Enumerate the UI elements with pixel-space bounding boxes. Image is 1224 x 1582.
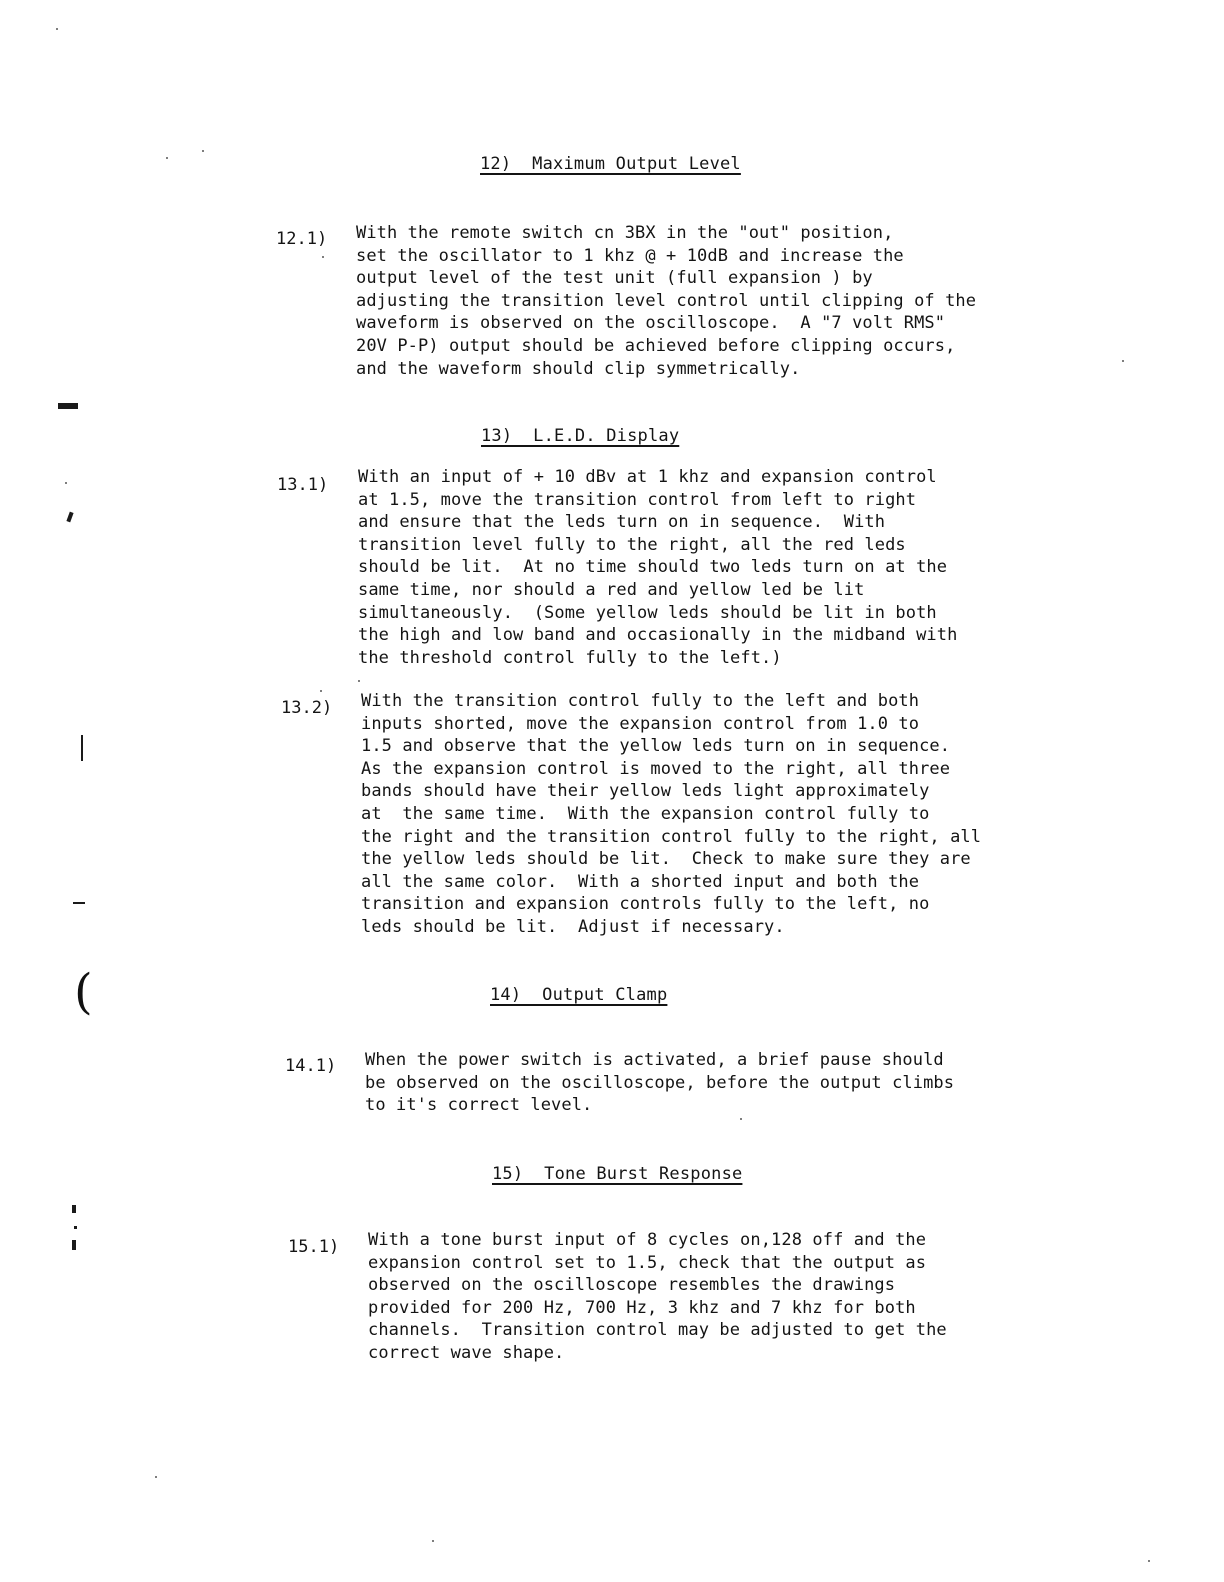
scan-speck bbox=[1148, 1560, 1150, 1562]
scan-mark-speck-2 bbox=[74, 1226, 77, 1229]
item-14-1-number: 14.1) bbox=[285, 1056, 337, 1076]
scan-speck bbox=[166, 157, 168, 159]
scan-speck bbox=[155, 1476, 157, 1478]
scan-speck bbox=[1122, 360, 1124, 362]
scan-speck bbox=[65, 482, 67, 484]
scan-mark-dash bbox=[58, 403, 78, 409]
section-12-heading: 12) Maximum Output Level bbox=[480, 154, 741, 174]
scan-speck bbox=[320, 690, 322, 692]
scan-speck bbox=[358, 680, 360, 682]
item-13-1-text: With an input of + 10 dBv at 1 khz and expansion control at 1.5, move the transition control from left to right and ensure that the leds turn on in sequence. With transition level fully to the right, all the red leds should be lit. At no time should two leds turn on at the same time, nor should a red and yellow led be lit simultaneously. (Some yellow leds should be lit in both the high and low band and occasionally in the midband with the threshold control fully to the left.) bbox=[358, 467, 958, 668]
item-15-1-text: With a tone burst input of 8 cycles on,128 off and the expansion control set to 1.5, check that the output as observed on the oscilloscope resembles the drawings provided for 200 Hz, 700 Hz, 3 khz and 7 khz for both channels. Transition control may be adjusted to get the correct wave shape. bbox=[368, 1230, 947, 1363]
scan-mark-tick bbox=[66, 512, 73, 523]
scan-speck bbox=[322, 256, 324, 258]
scan-mark-speck-1 bbox=[72, 1205, 76, 1213]
item-14-1-text: When the power switch is activated, a brief pause should be observed on the oscilloscope, before the output climbs to it's correct level. bbox=[365, 1050, 955, 1116]
item-13-2-number: 13.2) bbox=[281, 698, 333, 718]
item-15-1-number: 15.1) bbox=[288, 1237, 340, 1257]
scan-mark-speck-3 bbox=[72, 1240, 76, 1250]
scan-mark-paren: ( bbox=[74, 964, 93, 1020]
scan-speck bbox=[56, 28, 58, 30]
section-13-heading: 13) L.E.D. Display bbox=[481, 426, 680, 446]
item-12-1-number: 12.1) bbox=[276, 229, 328, 249]
item-12-1-text: With the remote switch cn 3BX in the "out" position, set the oscillator to 1 khz @ + 10dB and increase the output level of the test unit (full expansion ) by adjusting the transition level control until clipping of the waveform is observed on the oscilloscope. A "7 volt RMS" 20V P-P) output should be achieved before clipping occurs, and the waveform should clip symmetrically. bbox=[356, 223, 977, 379]
scan-speck bbox=[202, 150, 204, 152]
section-14-heading: 14) Output Clamp bbox=[490, 985, 668, 1005]
item-13-2-text: With the transition control fully to the left and both inputs shorted, move the expansion control from 1.0 to 1.5 and observe that the yellow leds turn on in sequence. As the expansion control is moved to the right, all three bands should have their yellow leds light approximately at the same time. With the expansion control fully to the right and the transition control fully to the right, all the yellow leds should be lit. Check to make sure they are all the same color. With a shorted input and both the transition and expansion controls fully to the left, no leds should be lit. Adjust if necessary. bbox=[361, 691, 982, 937]
scan-speck bbox=[432, 1540, 434, 1542]
section-15-heading: 15) Tone Burst Response bbox=[492, 1164, 743, 1184]
scan-mark-bar bbox=[81, 735, 83, 761]
item-13-1-number: 13.1) bbox=[277, 475, 329, 495]
scan-speck bbox=[740, 1118, 742, 1120]
scan-mark-short-dash bbox=[73, 902, 85, 904]
